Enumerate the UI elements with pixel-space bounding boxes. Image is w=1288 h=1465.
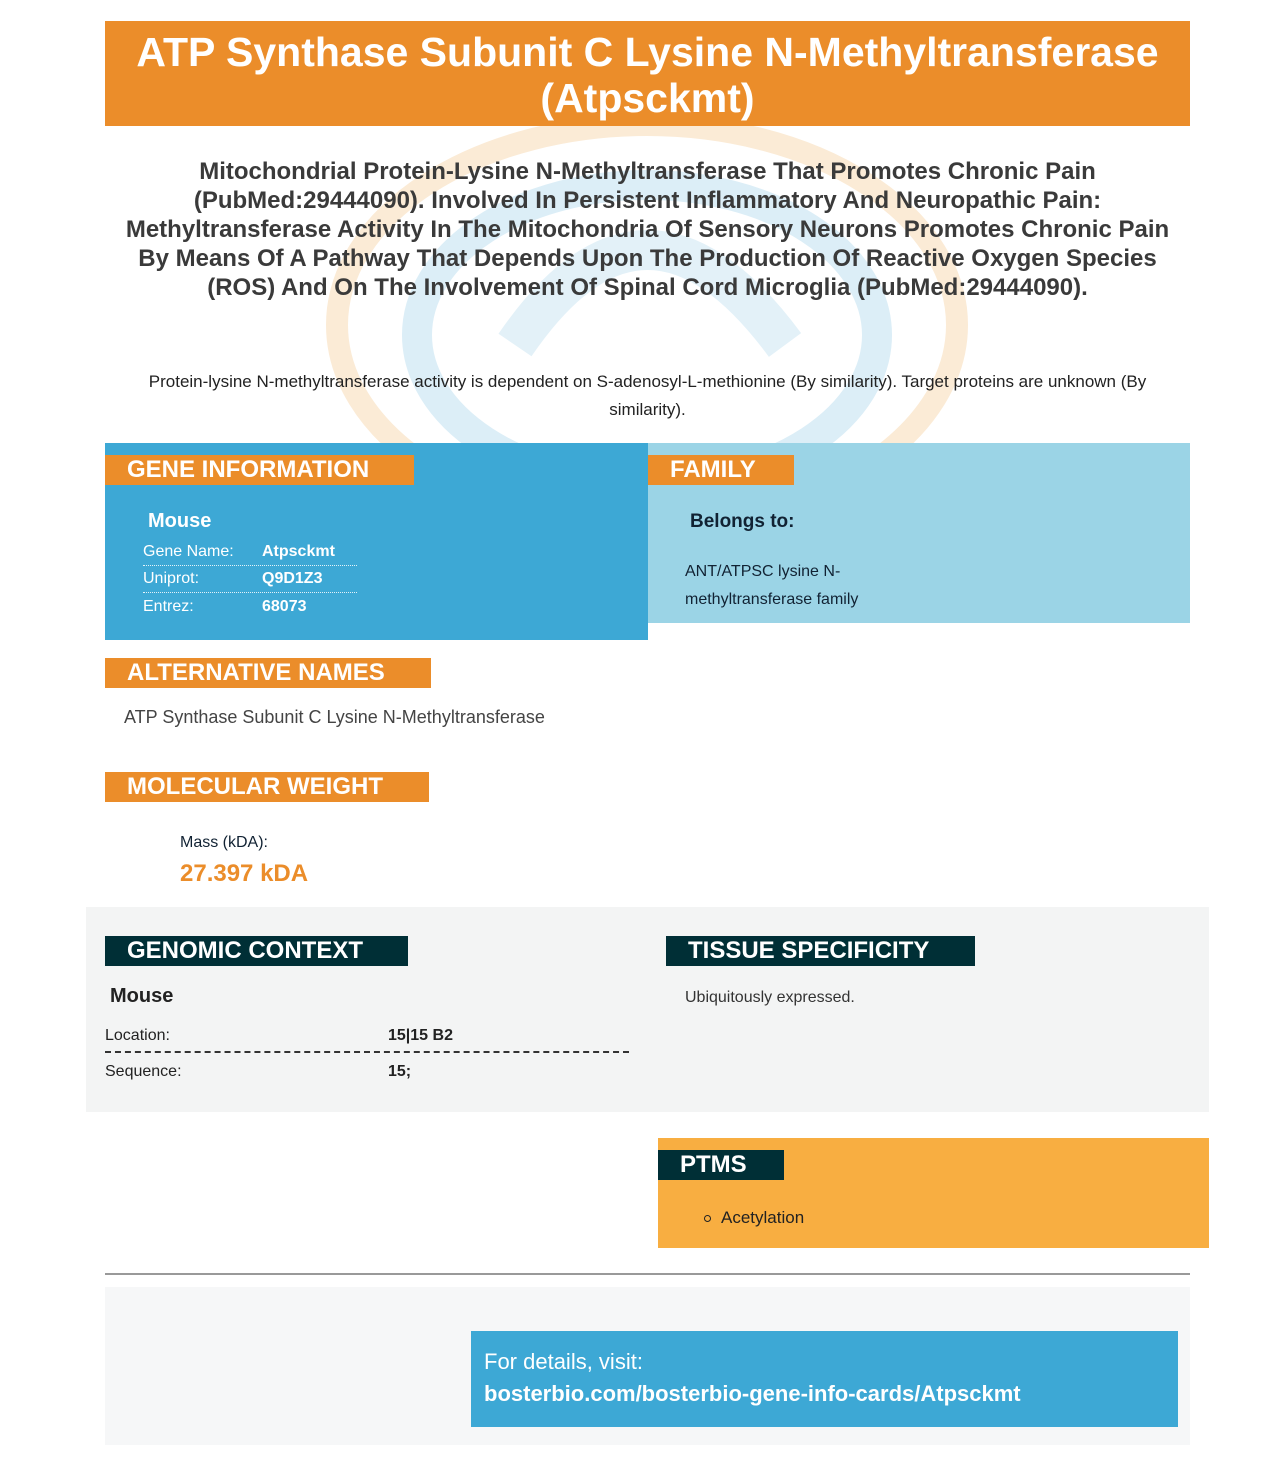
location-value: 15|15 B2 (388, 1027, 453, 1044)
family-text: ANT/ATPSC lysine N-methyltransferase family (685, 563, 859, 608)
genomic-row-location (105, 1019, 629, 1053)
gene-row-gene-name (143, 539, 357, 566)
ptms-heading: PTMS (658, 1150, 784, 1180)
sequence-key: Sequence: (105, 1063, 182, 1080)
location-key: Location: (105, 1027, 170, 1044)
ptm-list-item (704, 1208, 804, 1228)
mass-value: 27.397 kDA (180, 860, 309, 887)
gene-row-value: Q9D1Z3 (262, 570, 323, 587)
gene-row-key: Uniprot: (143, 570, 200, 587)
gene-row-value: 68073 (262, 597, 307, 615)
gene-row-value: Atpsckmt (262, 543, 335, 560)
gene-information-heading: GENE INFORMATION (105, 455, 414, 485)
sequence-value: 15; (388, 1063, 412, 1080)
gene-row-entrez (143, 593, 357, 620)
circle-bullet-icon (704, 1215, 711, 1222)
details-label: For details, visit: (484, 1349, 643, 1374)
page-title: ATP Synthase Subunit C Lysine N-Methyltransferase (Atpsckmt) (105, 21, 1190, 126)
alternative-names-heading: ALTERNATIVE NAMES (105, 658, 431, 688)
gene-row-key: Entrez: (143, 597, 194, 615)
genomic-species: Mouse (110, 985, 174, 1007)
protein-summary: Mitochondrial Protein-Lysine N-Methyltransferase That Promotes Chronic Pain (PubMed:29444090). Involved In Persistent Inflammatory And Neuropathic Pain: Methyltransferase Activity In The Mitochondria Of Sensory Neurons Promotes Chronic Pain By Means Of A Pathway That Depends Upon The Production Of Reactive Oxygen Species (ROS) And On The Involvement Of Spinal Cord Microglia (PubMed:29444090). (125, 158, 1170, 301)
genomic-context-heading: GENOMIC CONTEXT (105, 936, 408, 966)
gene-row-key: Gene Name: (143, 543, 234, 560)
gene-info-table (143, 539, 357, 620)
family-belongs-label: Belongs to: (690, 511, 795, 532)
details-box (471, 1331, 1178, 1427)
tissue-specificity-text: Ubiquitously expressed. (685, 989, 855, 1006)
function-description: Protein-lysine N-methyltransferase activity is dependent on S-adenosyl-L-methionine (By similarity). Target proteins are unknown (By similarity). (148, 372, 1147, 419)
molecular-weight-heading: MOLECULAR WEIGHT (105, 772, 429, 802)
mass-label: Mass (kDA): (180, 834, 268, 851)
ptm-item-label: Acetylation (721, 1208, 805, 1227)
genomic-row-sequence (105, 1055, 629, 1089)
tissue-specificity-heading: TISSUE SPECIFICITY (666, 936, 975, 966)
gene-row-uniprot (143, 566, 357, 593)
family-heading: FAMILY (648, 455, 794, 485)
section-divider (105, 1273, 1190, 1275)
details-link[interactable]: bosterbio.com/bosterbio-gene-info-cards/Atpsckmt (484, 1381, 1021, 1406)
gene-species: Mouse (148, 510, 212, 532)
alternative-names-text: ATP Synthase Subunit C Lysine N-Methyltransferase (124, 707, 545, 727)
